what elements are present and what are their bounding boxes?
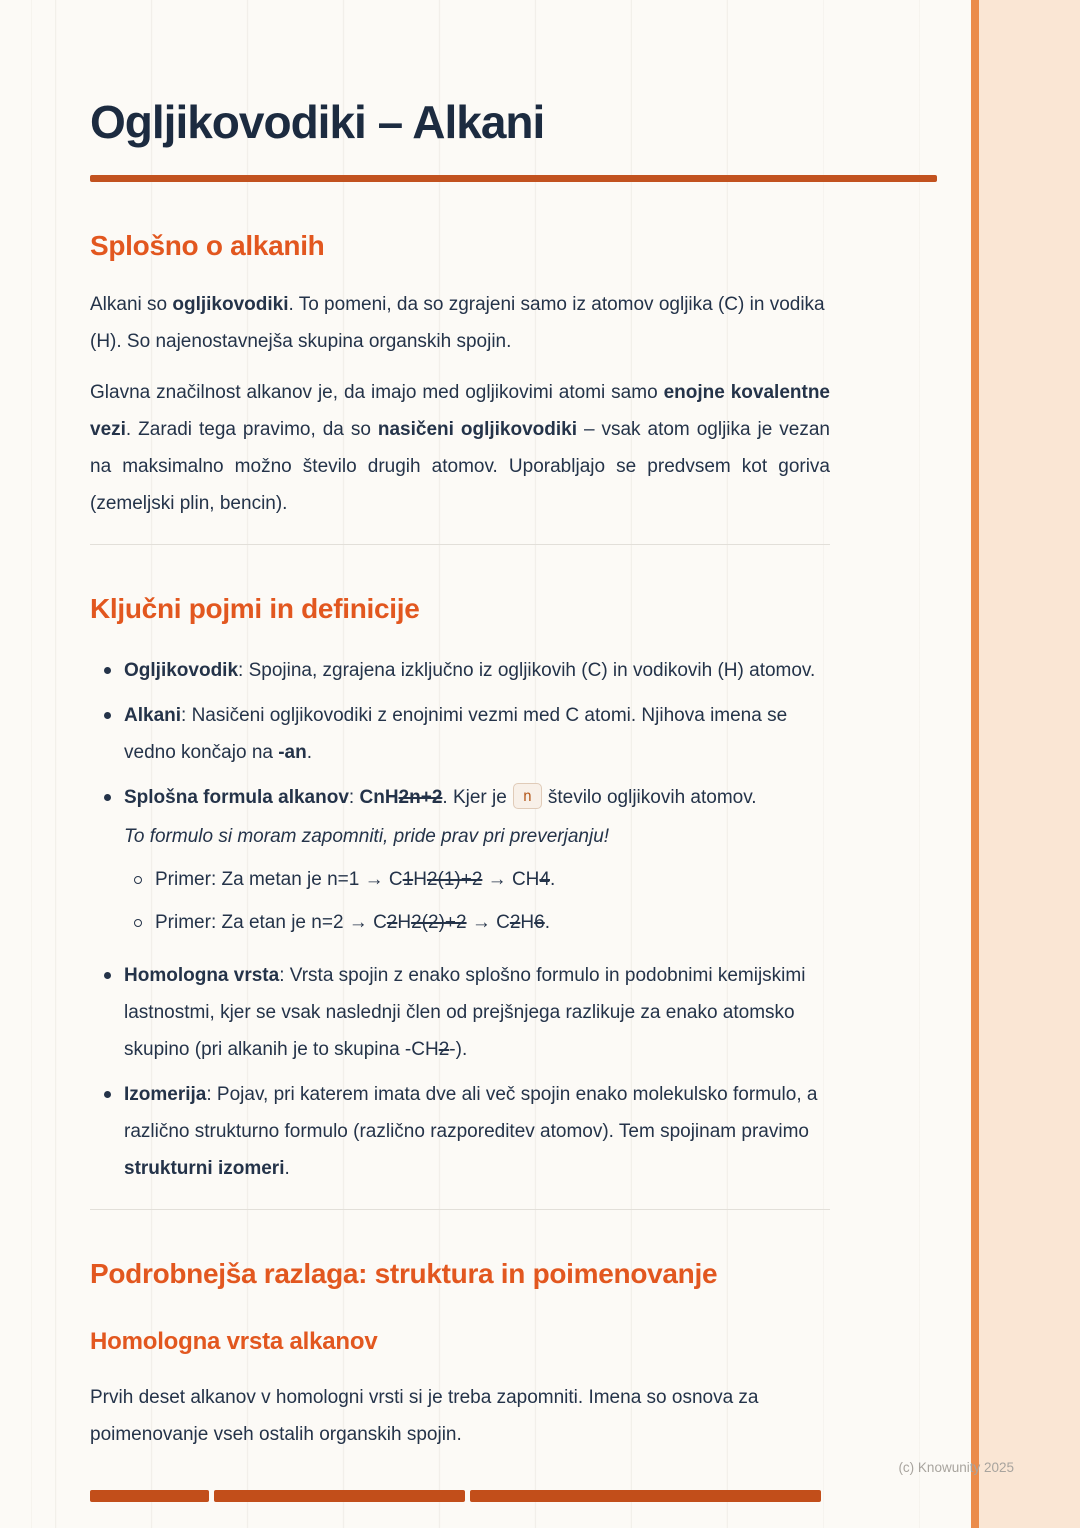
text-segment: Alkani so <box>90 294 173 316</box>
text-segment: n <box>373 786 385 808</box>
page-edge-orange-stripe <box>971 0 979 1528</box>
list-item-homologna-vrsta <box>104 957 830 1068</box>
bullet-marker <box>104 972 111 979</box>
text-segment: . <box>306 741 313 763</box>
formula-note <box>124 818 830 855</box>
text-segment: n <box>513 783 542 809</box>
text-segment: 2 <box>438 1038 450 1060</box>
list-item-text <box>124 652 830 689</box>
list-item-splosna-formula <box>104 779 830 941</box>
text-segment: ogljikovodiki <box>172 294 289 316</box>
text-segment: Splošna formula alkanov <box>124 786 349 808</box>
table-bar-segment <box>470 1490 821 1502</box>
text-segment: H <box>413 868 427 890</box>
title-underline-rule <box>90 175 937 182</box>
text-segment: Ogljikovodik <box>124 659 239 681</box>
text-segment: . Zaradi tega pravimo, da so <box>125 419 378 441</box>
sub-list-item-text <box>155 861 830 898</box>
page-title: Ogljikovodiki – Alkani <box>90 96 545 148</box>
text-segment: . Kjer je <box>442 786 507 808</box>
section-divider <box>90 1209 830 1210</box>
text-segment: Homologna vrsta <box>124 964 280 986</box>
bullet-marker <box>104 794 111 801</box>
section-heading-pojmi: Ključni pojmi in definicije <box>90 593 420 625</box>
sub-list-item-text <box>155 904 830 941</box>
text-segment: 2(2)+2 <box>411 911 467 933</box>
text-segment: → CH <box>482 868 540 890</box>
text-segment: : Spojina, zgrajena izključno iz ogljikovih (C) in vodikovih (H) atomov. <box>238 659 816 681</box>
text-segment: Izomerija <box>124 1083 207 1105</box>
text-segment: 2 <box>509 911 521 933</box>
text-segment: 4 <box>539 868 550 890</box>
text-segment: Primer: Za etan je n=2 → C <box>155 911 387 933</box>
section-divider <box>90 544 830 545</box>
text-segment: H <box>520 911 535 933</box>
text-segment: 1 <box>402 868 414 890</box>
text-segment: – vsak atom ogljika je vezan na maksimalno možno število drugih atomov. Uporabljajo se predvsem kot goriva (zemeljski plin, bencin). <box>90 419 830 515</box>
text-segment: : Vrsta spojin z enako splošno formulo in podobnimi kemijskimi lastnostmi, kjer se vsak naslednji člen od prejšnjega razlikuje za enako atomsko skupino (pri alkanih je to skupina -CH <box>124 964 806 1060</box>
bullet-marker <box>104 712 111 719</box>
text-segment: . <box>544 911 551 933</box>
text-segment: . <box>284 1157 290 1179</box>
text-segment: -). <box>449 1038 468 1060</box>
bullet-marker <box>104 1091 111 1098</box>
table-bar-segment <box>214 1490 465 1502</box>
page-edge-peach-band <box>979 0 1080 1528</box>
sub-bullet-marker <box>134 876 142 884</box>
bullet-marker <box>104 667 111 674</box>
sub-bullet-marker <box>134 919 142 927</box>
list-item-text <box>124 697 830 771</box>
list-item-text <box>124 779 830 941</box>
text-segment: To formulo si moram zapomniti, pride prav pri preverjanju! <box>124 825 610 847</box>
text-segment: število ogljikovih atomov. <box>547 786 757 808</box>
definitions-list <box>90 652 830 1187</box>
list-item-text <box>124 1076 830 1187</box>
formula-examples-list <box>124 861 830 941</box>
document-content <box>90 96 937 1453</box>
text-segment: strukturni izomeri <box>124 1157 285 1179</box>
intro-paragraph-2 <box>90 374 830 522</box>
text-segment: 2(1)+2 <box>426 868 483 890</box>
text-segment: : Pojav, pri katerem imata dve ali več spojin enako molekulsko formulo, a različno strukturno formulo (različno razporeditev atomov). Tem spojinam pravimo <box>124 1083 818 1142</box>
subsection-heading-homologna-vrsta: Homologna vrsta alkanov <box>90 1328 378 1356</box>
text-segment: . <box>549 868 556 890</box>
table-bar-segment <box>90 1490 209 1502</box>
list-item-izomerija <box>104 1076 830 1187</box>
list-item-alkani <box>104 697 830 771</box>
text-segment: 2 <box>386 911 398 933</box>
text-segment: H <box>384 786 399 808</box>
sub-list-item-metan <box>134 861 830 898</box>
text-segment: Primer: Za metan je n=1 → C <box>155 868 403 890</box>
table-top-bar <box>90 1490 821 1502</box>
credit-watermark: (c) Knowunity 2025 <box>898 1460 1014 1475</box>
text-segment: → C <box>466 911 510 933</box>
section-heading-razlaga: Podrobnejša razlaga: struktura in poimenovanje <box>90 1257 718 1289</box>
text-segment: H <box>397 911 412 933</box>
sub-list-item-etan <box>134 904 830 941</box>
list-item-ogljikovodik <box>104 652 830 689</box>
text-segment: 6 <box>534 911 545 933</box>
text-segment: . To pomeni, da so zgrajeni samo iz atomov ogljika (C) in vodika (H). So najenostavnejša skupina organskih spojin. <box>90 294 825 353</box>
text-segment: Glavna značilnost alkanov je, da imajo med ogljikovimi atomi samo <box>90 382 664 404</box>
text-segment: enojne kovalentne vezi <box>90 382 830 441</box>
razlaga-paragraph <box>90 1379 830 1453</box>
text-segment: Prvih deset alkanov v homologni vrsti si je treba zapomniti. Imena so osnova za poimenovanje vseh ostalih organskih spojin. <box>90 1387 759 1446</box>
intro-paragraph-1 <box>90 286 830 360</box>
text-segment: Alkani <box>124 704 182 726</box>
text-segment: : Nasičeni ogljikovodiki z enojnimi vezmi med C atomi. Njihova imena se vedno končajo na <box>124 704 788 763</box>
text-segment: : <box>348 786 360 808</box>
text-segment: -an <box>278 741 307 763</box>
text-segment: nasičeni ogljikovodiki <box>377 419 577 441</box>
list-item-text <box>124 957 830 1068</box>
formula-line <box>124 779 830 816</box>
section-heading-splosno: Splošno o alkanih <box>90 229 325 261</box>
text-segment: C <box>359 786 374 808</box>
text-segment: 2n+2 <box>398 786 443 808</box>
